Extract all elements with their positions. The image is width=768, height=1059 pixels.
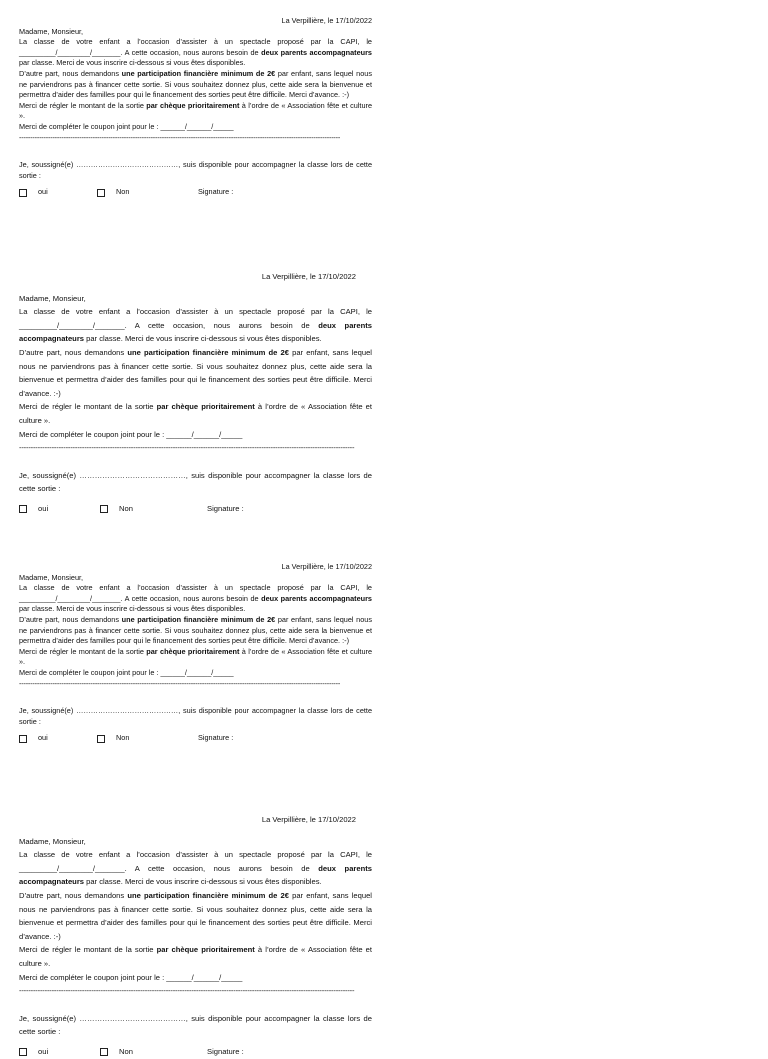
coupon-deadline: Merci de compléter le coupon joint pour le : ______/______/_____ [19, 429, 243, 439]
greeting: Madame, Monsieur, [19, 293, 86, 303]
checkbox-icon[interactable] [19, 735, 27, 743]
checkbox-icon[interactable] [19, 189, 27, 197]
letter-date: La Verpillière, le 17/10/2022 [261, 272, 356, 281]
option-yes[interactable]: oui [19, 187, 48, 198]
coupon-slip [19, 562, 372, 747]
cut-line: ------------------------------------------------------------------------------------------------------------------------------------------------ [19, 986, 355, 996]
checkbox-icon[interactable] [97, 189, 105, 197]
undersigned-line: Je, soussigné(e) ……………………………………, suis disponible pour accompagner la classe lors de cette sortie : [19, 470, 372, 494]
coupon-deadline: Merci de compléter le coupon joint pour le : ______/______/_____ [19, 121, 234, 131]
availability-options [19, 502, 372, 516]
paragraph-event: La classe de votre enfant a l’occasion d’assister à un spectacle proposé par la CAPI, le _________/________/_______. A cette occasion, nous aurons besoin de deux parents accompagnateurs par classe. Merci de vous inscrire ci-dessous si vous êtes disponibles. [19, 307, 372, 344]
undersigned-line: Je, soussigné(e) ……………………………………, suis disponible pour accompagner la classe lors de cette sortie : [19, 160, 372, 180]
paragraph-event: La classe de votre enfant a l’occasion d’assister à un spectacle proposé par la CAPI, le _________/________/_______. A cette occasion, nous aurons besoin de deux parents accompagnateurs par classe. Merci de vous inscrire ci-dessous si vous êtes disponibles. [19, 37, 372, 68]
letter-date: La Verpillière, le 17/10/2022 [261, 815, 356, 824]
coupon-slip [19, 16, 372, 201]
option-no[interactable]: Non [100, 502, 133, 516]
paragraph-contribution: D’autre part, nous demandons une participation financière minimum de 2€ par enfant, sans lequel nous ne parviendrons pas à financer cette sortie. Si vous souhaitez donnez plus, cette aide sera la bienvenue et permettra d’aider des familles pour qui le financement des sorties peut être difficile. Merci d’avance. :-) [19, 68, 372, 100]
option-no[interactable]: Non [97, 187, 129, 198]
option-yes[interactable]: oui [19, 502, 48, 516]
paragraph-payment: Merci de régler le montant de la sortie par chèque prioritairement à l’ordre de « Association fête et culture ». [19, 100, 372, 121]
paragraph-payment: Merci de régler le montant de la sortie par chèque prioritairement à l’ordre de « Association fête et culture ». [19, 402, 372, 425]
cut-line: ------------------------------------------------------------------------------------------------------------------------------------------------ [19, 678, 341, 688]
paragraph-event: La classe de votre enfant a l’occasion d’assister à un spectacle proposé par la CAPI, le _________/________/_______. A cette occasion, nous aurons besoin de deux parents accompagnateurs par classe. Merci de vous inscrire ci-dessous si vous êtes disponibles. [19, 583, 372, 614]
checkbox-icon[interactable] [19, 505, 27, 513]
undersigned-line: Je, soussigné(e) ……………………………………, suis disponible pour accompagner la classe lors de cette sortie : [19, 706, 372, 726]
signature-label: Signature : [198, 187, 234, 197]
signature-label: Signature : [207, 503, 244, 513]
option-yes[interactable]: oui [19, 1045, 48, 1059]
coupon-slip [19, 813, 372, 1059]
signature-label: Signature : [207, 1046, 244, 1056]
checkbox-icon[interactable] [100, 505, 108, 513]
cut-line: ------------------------------------------------------------------------------------------------------------------------------------------------ [19, 443, 355, 453]
availability-options [19, 187, 372, 201]
cut-line: ------------------------------------------------------------------------------------------------------------------------------------------------ [19, 132, 341, 142]
greeting: Madame, Monsieur, [19, 572, 84, 582]
coupon-deadline: Merci de compléter le coupon joint pour le : ______/______/_____ [19, 972, 243, 982]
option-no[interactable]: Non [97, 733, 129, 744]
signature-label: Signature : [198, 733, 234, 743]
paragraph-event: La classe de votre enfant a l’occasion d’assister à un spectacle proposé par la CAPI, le _________/________/_______. A cette occasion, nous aurons besoin de deux parents accompagnateurs par classe. Merci de vous inscrire ci-dessous si vous êtes disponibles. [19, 850, 372, 887]
paragraph-contribution: D’autre part, nous demandons une participation financière minimum de 2€ par enfant, sans lequel nous ne parviendrons pas à financer cette sortie. Si vous souhaitez donnez plus, cette aide sera la bienvenue et permettra d’aider des familles pour qui le financement des sorties peut être difficile. Merci d’avance. :-) [19, 614, 372, 646]
checkbox-icon[interactable] [19, 1048, 27, 1056]
checkbox-icon[interactable] [100, 1048, 108, 1056]
availability-options [19, 733, 372, 747]
coupon-deadline: Merci de compléter le coupon joint pour le : ______/______/_____ [19, 667, 234, 677]
greeting: Madame, Monsieur, [19, 836, 86, 846]
paragraph-payment: Merci de régler le montant de la sortie par chèque prioritairement à l’ordre de « Association fête et culture ». [19, 945, 372, 968]
option-yes[interactable]: oui [19, 733, 48, 744]
paragraph-payment: Merci de régler le montant de la sortie par chèque prioritairement à l’ordre de « Association fête et culture ». [19, 646, 372, 667]
option-no[interactable]: Non [100, 1045, 133, 1059]
paragraph-contribution: D’autre part, nous demandons une participation financière minimum de 2€ par enfant, sans lequel nous ne parviendrons pas à financer cette sortie. Si vous souhaitez donnez plus, cette aide sera la bienvenue et permettra d’aider des familles pour qui le financement des sorties peut être difficile. Merci d’avance. :-) [19, 890, 372, 941]
letter-date: La Verpillière, le 17/10/2022 [281, 562, 372, 571]
greeting: Madame, Monsieur, [19, 26, 84, 36]
coupon-slip [19, 270, 372, 516]
paragraph-contribution: D’autre part, nous demandons une participation financière minimum de 2€ par enfant, sans lequel nous ne parviendrons pas à financer cette sortie. Si vous souhaitez donnez plus, cette aide sera la bienvenue et permettra d’aider des familles pour qui le financement des sorties peut être difficile. Merci d’avance. :-) [19, 347, 372, 398]
checkbox-icon[interactable] [97, 735, 105, 743]
availability-options [19, 1045, 372, 1059]
letter-date: La Verpillière, le 17/10/2022 [281, 16, 372, 25]
undersigned-line: Je, soussigné(e) ……………………………………, suis disponible pour accompagner la classe lors de cette sortie : [19, 1013, 372, 1037]
